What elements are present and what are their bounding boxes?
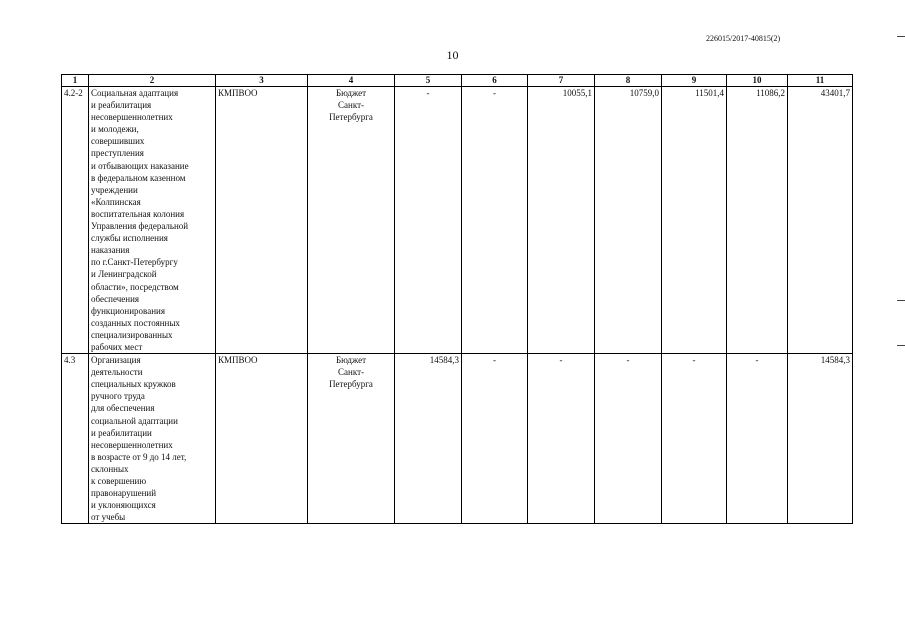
value-cell: 10759,0 [595, 87, 662, 354]
scan-edge-mark [897, 345, 905, 346]
page-number: 10 [446, 48, 459, 62]
column-header: 6 [462, 75, 528, 87]
value-cell: 14584,3 [395, 354, 462, 524]
value-cell: - [462, 87, 528, 354]
scan-edge-mark [897, 36, 905, 37]
executor: КМПВОО [216, 354, 308, 524]
value-cell: 10055,1 [528, 87, 595, 354]
total-cell: 14584,3 [788, 354, 853, 524]
value-cell: - [395, 87, 462, 354]
activity-description: Организация деятельности специальных кружков ручного труда для обеспечения социальной адаптации и реабилитации несовершеннолетних в возрасте от 9 до 14 лет, склонных к совершению правонарушений и уклоняющихся от учебы [89, 354, 216, 524]
column-header: 4 [308, 75, 395, 87]
value-cell: - [662, 354, 727, 524]
value-cell: - [595, 354, 662, 524]
column-header: 10 [727, 75, 788, 87]
column-header: 1 [62, 75, 89, 87]
row-number: 4.2-2 [62, 87, 89, 354]
funding-source: Бюджет Санкт- Петербурга [308, 354, 395, 524]
column-header: 5 [395, 75, 462, 87]
table-row [62, 354, 853, 524]
value-cell: 11086,2 [727, 87, 788, 354]
column-header: 11 [788, 75, 853, 87]
value-cell: - [462, 354, 528, 524]
column-header: 7 [528, 75, 595, 87]
column-header: 3 [216, 75, 308, 87]
header-row [62, 75, 853, 87]
value-cell: 11501,4 [662, 87, 727, 354]
column-header: 8 [595, 75, 662, 87]
funding-source: Бюджет Санкт- Петербурга [308, 87, 395, 354]
value-cell: - [528, 354, 595, 524]
budget-table [61, 74, 853, 524]
document-id: 226015/2017-40815(2) [706, 34, 781, 43]
executor: КМПВОО [216, 87, 308, 354]
column-header: 2 [89, 75, 216, 87]
total-cell: 43401,7 [788, 87, 853, 354]
row-number: 4.3 [62, 354, 89, 524]
table-header [62, 75, 853, 87]
column-header: 9 [662, 75, 727, 87]
activity-description: Социальная адаптация и реабилитация несовершеннолетних и молодежи, совершивших преступления и отбывающих наказание в федеральном казенном учреждении «Колпинская воспитательная колония Управления федеральной службы исполнения наказания по г.Санкт-Петербургу и Ленинградской области», посредством обеспечения функционирования созданных постоянных специализированных рабочих мест [89, 87, 216, 354]
table-row [62, 87, 853, 354]
scan-edge-mark [897, 300, 905, 301]
value-cell: - [727, 354, 788, 524]
